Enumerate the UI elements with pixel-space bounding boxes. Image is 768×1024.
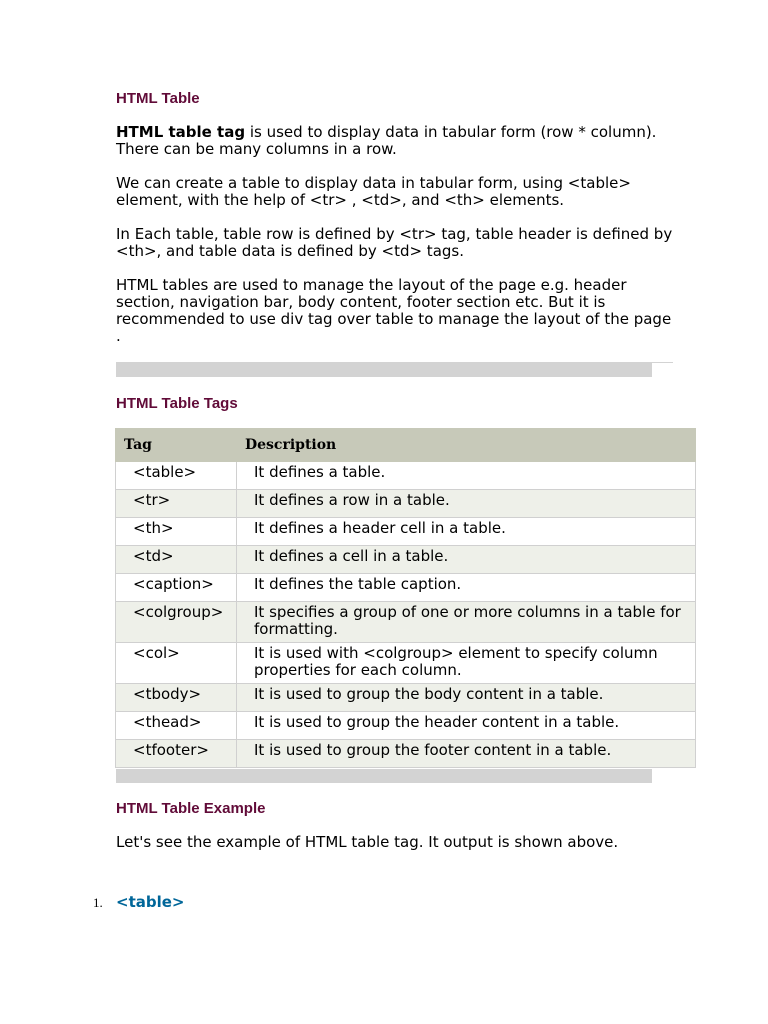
table-cell-description: It defines a row in a table. [237,490,696,518]
section-title-table-example: HTML Table Example [116,800,266,817]
paragraph-table-structure: In Each table, table row is defined by <tr> tag, table header is defined by <th>, and table data is defined by <td> tags. [116,225,673,260]
tags-table [115,428,696,768]
table-cell-tag: <tr> [116,490,237,518]
table-header-description: Description [237,429,696,462]
intro-text: is used to display data in tabular form (row * column). There can be many columns in a row. [116,123,657,158]
table-cell-tag: <td> [116,546,237,574]
table-cell-description: It defines the table caption. [237,574,696,602]
table-cell-description: It specifies a group of one or more columns in a table for formatting. [237,602,696,643]
table-cell-tag: <table> [116,462,237,490]
table-header-tag: Tag [116,429,237,462]
table-cell-tag: <colgroup> [116,602,237,643]
list-number: 1. [93,895,103,910]
paragraph-create-table: We can create a table to display data in tabular form, using <table> element, with the help of <tr> , <td>, and <th> elements. [116,174,631,209]
table-cell-description: It defines a header cell in a table. [237,518,696,546]
table-header-row [116,429,696,462]
table-cell-tag: <th> [116,518,237,546]
table-row [116,462,696,490]
paragraph-layout-usage: HTML tables are used to manage the layout of the page e.g. header section, navigation bar, body content, footer section etc. But it is recommended to use div tag over table to manage the layout of the page . [116,276,672,345]
code-list-item [93,893,184,911]
intro-paragraph [116,124,676,158]
table-cell-tag: <col> [116,643,237,684]
table-cell-description: It defines a cell in a table. [237,546,696,574]
paragraph-example: Let's see the example of HTML table tag. It output is shown above. [116,833,619,851]
table-row [116,574,696,602]
table-row [116,490,696,518]
divider-bar [116,363,652,377]
table-cell-tag: <tbody> [116,684,237,712]
table-row [116,602,696,643]
table-cell-tag: <thead> [116,712,237,740]
table-cell-description: It is used to group the body content in a table. [237,684,696,712]
table-cell-description: It is used to group the header content in a table. [237,712,696,740]
table-cell-description: It is used with <colgroup> element to specify column properties for each column. [237,643,696,684]
table-cell-description: It is used to group the footer content in a table. [237,740,696,768]
table-cell-description: It defines a table. [237,462,696,490]
table-row [116,740,696,768]
table-row [116,643,696,684]
table-row [116,684,696,712]
table-cell-tag: <caption> [116,574,237,602]
code-table-tag: <table> [116,893,185,911]
divider-bar [116,769,652,783]
intro-bold-term: HTML table tag [116,123,246,141]
table-row [116,712,696,740]
table-row [116,518,696,546]
section-title-html-table: HTML Table [116,90,200,107]
section-title-table-tags: HTML Table Tags [116,395,238,412]
table-cell-tag: <tfooter> [116,740,237,768]
table-row [116,546,696,574]
